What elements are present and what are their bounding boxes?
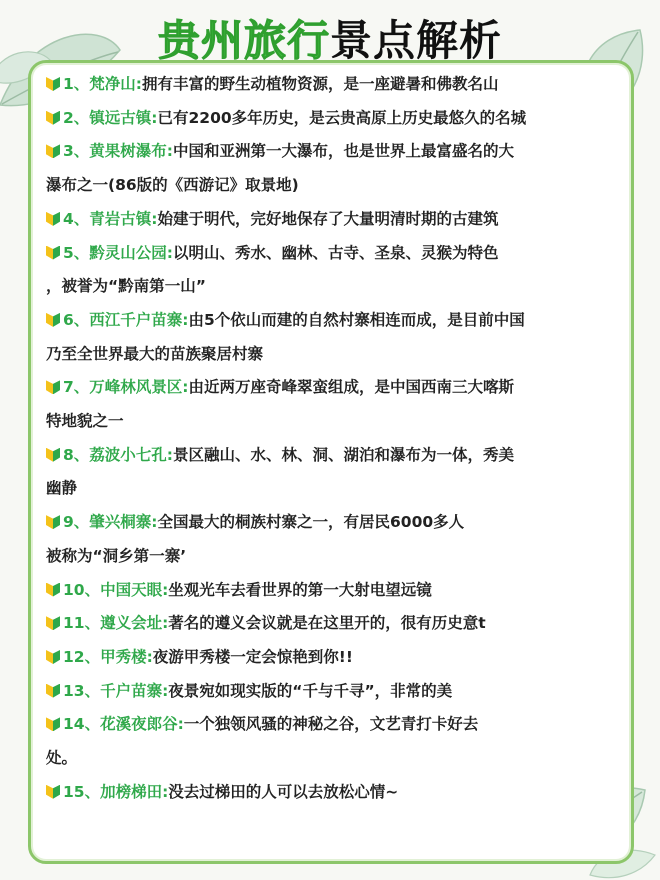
item-name: 黔灵山公园: — [89, 243, 173, 262]
item-name: 荔波小七孔: — [89, 445, 173, 464]
item-description: 以明山、秀水、幽林、古寺、圣泉、灵猴为特色 — [173, 243, 499, 262]
item-description: 中国和亚洲第一大瀑布，也是世界上最富盛名的大 — [173, 142, 515, 161]
list-item — [46, 135, 606, 169]
list-item-continuation — [46, 338, 606, 372]
list-item-continuation — [46, 472, 606, 506]
item-name: 黄果树瀑布: — [89, 142, 173, 161]
list-item — [46, 102, 606, 136]
list-item — [46, 708, 606, 742]
item-name: 万峰林风景区: — [89, 378, 189, 397]
list-item — [46, 506, 606, 540]
item-number: 15、 — [63, 782, 101, 801]
green-badge-icon — [46, 246, 60, 260]
item-name: 青岩古镇: — [89, 209, 158, 228]
list-item-continuation — [46, 405, 606, 439]
item-description: 处。 — [46, 749, 78, 768]
green-badge-icon — [46, 313, 60, 327]
item-name: 花溪夜郎谷: — [100, 715, 184, 734]
item-number: 12、 — [63, 647, 101, 666]
item-name: 西江千户苗寨: — [89, 310, 189, 329]
item-name: 肇兴桐寨: — [89, 513, 158, 532]
item-description: 瀑布之一(86版的《西游记》取景地) — [46, 176, 299, 195]
item-description: ，被誉为“黔南第一山” — [46, 277, 206, 296]
item-description: 特地貌之一 — [46, 412, 124, 431]
green-badge-icon — [46, 616, 60, 630]
item-description: 夜景宛如现实版的“千与千寻”，非常的美 — [168, 681, 453, 700]
list-item — [46, 68, 606, 102]
item-number: 6、 — [63, 310, 90, 329]
item-number: 14、 — [63, 715, 101, 734]
item-number: 2、 — [63, 108, 90, 127]
green-badge-icon — [46, 77, 60, 91]
item-description: 乃至全世界最大的苗族聚居村寨 — [46, 344, 264, 363]
green-badge-icon — [46, 650, 60, 664]
list-item — [46, 675, 606, 709]
item-description: 拥有丰富的野生动植物资源，是一座避暑和佛教名山 — [142, 75, 499, 93]
green-badge-icon — [46, 515, 60, 529]
list-item — [46, 203, 606, 237]
item-number: 7、 — [63, 378, 90, 397]
green-badge-icon — [46, 717, 60, 731]
title-plain: 景点解析 — [330, 16, 503, 65]
item-description: 景区融山、水、林、洞、湖泊和瀑布为一体，秀美 — [173, 445, 515, 464]
item-description: 由近两万座奇峰翠蛮组成，是中国西南三大喀斯 — [188, 378, 515, 397]
item-description: 被称为“洞乡第一寨’ — [46, 546, 187, 565]
list-item — [46, 237, 606, 271]
item-number: 8、 — [63, 445, 90, 464]
list-item-continuation — [46, 742, 606, 776]
green-badge-icon — [46, 684, 60, 698]
item-number: 13、 — [63, 681, 101, 700]
item-description: 幽静 — [46, 479, 78, 498]
green-badge-icon — [46, 448, 60, 462]
green-badge-icon — [46, 785, 60, 799]
item-number: 1、 — [63, 75, 90, 93]
item-number: 9、 — [63, 513, 90, 532]
green-badge-icon — [46, 111, 60, 125]
list-item — [46, 439, 606, 473]
item-description: 著名的遵义会议就是在这里开的，很有历史意t — [168, 614, 486, 633]
green-badge-icon — [46, 212, 60, 226]
page-title — [0, 8, 660, 68]
item-name: 遵义会址: — [100, 614, 169, 633]
item-name: 梵净山: — [89, 75, 142, 93]
list-item-continuation — [46, 169, 606, 203]
list-item — [46, 607, 606, 641]
list-item — [46, 574, 606, 608]
item-description: 已有2200多年历史，是云贵高原上历史最悠久的名城 — [157, 108, 527, 127]
item-name: 加榜梯田: — [100, 782, 169, 801]
item-number: 4、 — [63, 209, 90, 228]
item-description: 夜游甲秀楼一定会惊艳到你!! — [152, 647, 353, 666]
list-item — [46, 371, 606, 405]
item-name: 千户苗寨: — [100, 681, 169, 700]
item-name: 中国天眼: — [100, 580, 169, 599]
list-item — [46, 776, 606, 810]
item-description: 一个独领风骚的神秘之谷，文艺青打卡好去 — [183, 715, 479, 734]
item-number: 3、 — [63, 142, 90, 161]
item-name: 镇远古镇: — [89, 108, 158, 127]
item-number: 10、 — [63, 580, 101, 599]
list-item — [46, 641, 606, 675]
green-badge-icon — [46, 144, 60, 158]
title-colored: 贵州旅行 — [157, 16, 330, 65]
list-item-continuation — [46, 270, 606, 304]
item-name: 甲秀楼: — [100, 647, 153, 666]
green-badge-icon — [46, 380, 60, 394]
list-item-continuation — [46, 540, 606, 574]
green-badge-icon — [46, 583, 60, 597]
attraction-list — [46, 68, 606, 809]
item-description: 坐观光车去看世界的第一大射电望远镜 — [168, 580, 432, 599]
list-item — [46, 304, 606, 338]
item-description: 全国最大的桐族村寨之一，有居民6000多人 — [157, 513, 465, 532]
item-number: 5、 — [63, 243, 90, 262]
item-number: 11、 — [63, 614, 101, 633]
item-description: 始建于明代，完好地保存了大量明清时期的古建筑 — [157, 209, 499, 228]
item-description: 由5个依山而建的自然村寨相连而成，是目前中国 — [188, 310, 525, 329]
item-description: 没去过梯田的人可以去放松心情~ — [168, 782, 399, 801]
